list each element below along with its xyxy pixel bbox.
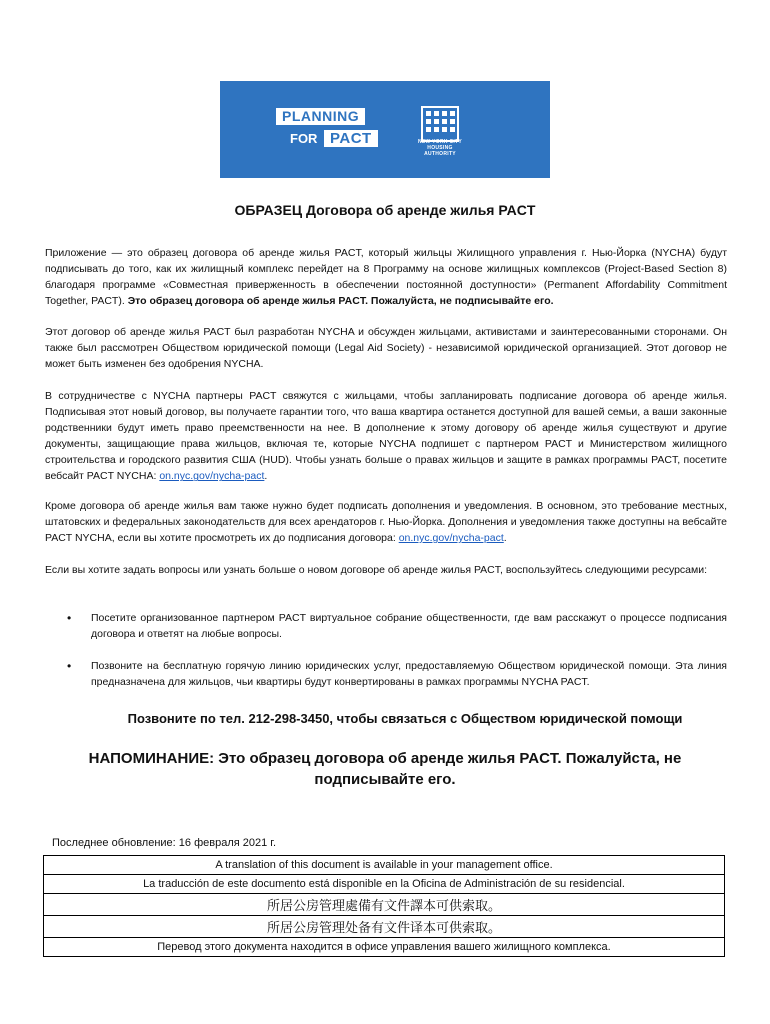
translation-chinese-traditional: 所居公房管理處備有文件譯本可供索取。 [44,894,725,916]
document-title: ОБРАЗЕЦ Договора об аренде жилья PACT [234,202,536,218]
nycha-wordmark [416,139,464,157]
translation-chinese-simplified: 所居公房管理处备有文件译本可供索取。 [44,916,725,938]
resources-paragraph: Если вы хотите задать вопросы или узнать больше о новом договоре об аренде жилья PACT, воспользуйтесь следующими ресурсами: [45,564,708,576]
logo-word-planning: PLANNING [276,108,365,125]
nycha-line-2: HOUSING [427,145,453,151]
bullet-text: Посетите организованное партнером PACT виртуальное собрание общественности, где вам расскажут о процессе подписания договора и ответят на любые вопросы. [91,612,727,640]
partners-paragraph [45,388,727,485]
development-paragraph: Этот договор об аренде жилья PACT был разработан NYCHA и обсужден жильцами, активистами и заинтересованными сторонами. Он также был рассмотрен Обществом юридической помощи (Legal Aid Society) - независимой юридической организацией. Этот договор не может быть изменен без одобрения NYCHA. [45,326,727,371]
table-row [44,894,725,916]
reminder-notice: НАПОМИНАНИЕ: Это образец договора об аренде жилья PACT. Пожалуйста, не подписывайте его. [88,750,682,788]
bullet-icon: • [67,659,72,673]
header-banner [220,81,550,178]
pact-website-link-2[interactable]: on.nyc.gov/nycha-pact [398,532,504,545]
list-item [67,610,727,642]
intro-paragraph [45,245,727,309]
intro-warning: Это образец договора об аренде жилья PACT. Пожалуйста, не подписывайте его. [127,295,554,308]
logo-word-for: FOR [290,131,318,146]
logo-word-pact: PACT [324,130,378,147]
last-updated: Последнее обновление: 16 февраля 2021 г. [52,837,277,849]
intro-text: Приложение — это образец договора об аренде жилья PACT, который жильцы Жилищного управления г. Нью-Йорка (NYCHA) будут подписывать до того, как их жилищный комплекс перейдет на 8 Программу на основе жилищных комплексов (Project-Based Section 8) благодаря программе «Совместная приверженность в обеспечении постоянной доступности» (Permanent Affordability Commitment Together, PACT). [45,247,727,308]
translation-english: A translation of this document is available in your management office. [44,856,725,875]
addenda-paragraph [45,498,727,546]
translation-spanish: La traducción de este documento está disponible en la Oficina de Administración de su residencial. [44,875,725,894]
planning-for-pact-logo [272,108,390,152]
addenda-end: . [503,532,507,545]
partners-end: . [264,470,268,483]
table-row [44,938,725,957]
partners-text: В сотрудничестве с NYCHA партнеры PACT свяжутся с жильцами, чтобы запланировать подписание договора об аренде жилья. Подписывая этот новый договор, вы получаете гарантии того, что ваша квартира останется доступной для вашей семьи, а ваши законные родственники будут иметь право преемственности на нее. В дополнение к этому договору об аренде жилья существуют и другие документы, защищающие права жильцов, включая те, которые NYCHA подпишет с партнером PACT и Министерством жилищного строительства и городского развития США (HUD). Чтобы узнать больше о правах жильцов и защите в рамках программы PACT, посетите вебсайт PACT NYCHA: [45,390,727,483]
table-row [44,856,725,875]
addenda-text: Кроме договора об аренде жилья вам также нужно будет подписать дополнения и уведомления. В основном, это требование местных, штатовских и федеральных законодательств для всех арендаторов г. Нью-Йорка. Дополнения и уведомления также доступны на вебсайте PACT NYCHA, если вы хотите просмотреть их до подписания договора: [45,500,727,545]
table-row [44,875,725,894]
hotline-callout: Позвоните по тел. 212-298-3450, чтобы связаться с Обществом юридической помощи [127,711,683,726]
list-item [67,658,727,690]
pact-website-link[interactable]: on.nyc.gov/nycha-pact [159,470,265,483]
table-row [44,916,725,938]
nycha-line-1: NEW YORK CITY [417,139,463,145]
bullet-icon: • [67,611,72,625]
translation-notice-table [43,855,725,957]
bullet-text: Позвоните на бесплатную горячую линию юридических услуг, предоставляемую Обществом юридической помощи. Эта линия предназначена для жильцов, чьи квартиры будут конвертированы в рамках программы NYCHA PACT. [91,660,727,688]
translation-russian: Перевод этого документа находится в офисе управления вашего жилищного комплекса. [44,938,725,957]
nycha-line-3: AUTHORITY [424,151,456,157]
